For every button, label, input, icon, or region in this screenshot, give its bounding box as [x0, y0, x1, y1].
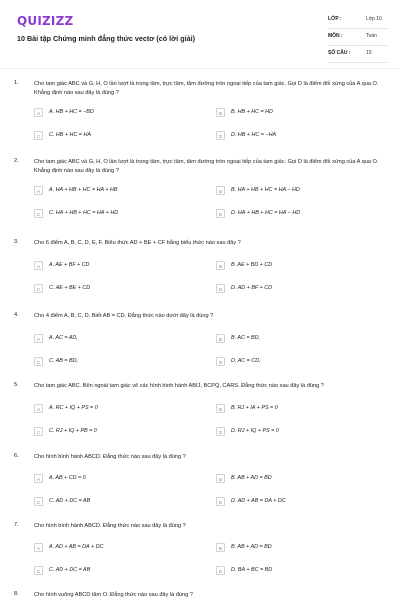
option-c[interactable] — [34, 497, 209, 509]
option-text: D. AD + BF + CD — [231, 285, 273, 291]
meta-value: 10 — [366, 50, 372, 56]
option-b[interactable] — [216, 186, 391, 198]
option-d[interactable] — [216, 209, 391, 221]
option-d[interactable] — [216, 427, 391, 439]
meta-table — [328, 14, 388, 65]
question-number: 6. — [14, 453, 19, 459]
meta-row-subject — [328, 31, 388, 46]
meta-label: MÔN : — [328, 33, 343, 39]
option-letter-box: B — [216, 404, 225, 413]
option-letter-box: D — [216, 497, 225, 506]
quizizz-logo: QUIZIZZ — [17, 14, 74, 28]
option-c[interactable] — [34, 284, 209, 296]
worksheet-title: 10 Bài tập Chứng minh đẳng thức vectơ (có lời giải) — [17, 34, 195, 43]
option-letter-box: B — [216, 474, 225, 483]
option-letter-box: C — [34, 427, 43, 436]
option-letter-box: B — [216, 334, 225, 343]
option-text: C. HB + HC = HA — [49, 132, 91, 138]
option-letter-box: D — [216, 209, 225, 218]
option-letter-box: D — [216, 284, 225, 293]
option-c[interactable] — [34, 357, 209, 369]
question-text: Cho tam giác ABC và G, H, O lần lượt là trọng tâm, trực tâm, tâm đường tròn ngoại tiếp của tam giác. Gọi D là điểm đối xứng của A qua O. Khẳng định nào sau đây là đúng ? — [34, 81, 379, 96]
option-a[interactable] — [34, 474, 209, 486]
option-letter-box: A — [34, 186, 43, 195]
option-letter-box: B — [216, 261, 225, 270]
question-text: Cho tam giác ABC và G, H, O lần lượt là trọng tâm, trực tâm, tâm đường tròn ngoại tiếp của tam giác. Gọi D là điểm đối xứng của A qua O. Khẳng định nào sau đây là đúng ? — [34, 159, 379, 174]
option-letter-box: B — [216, 108, 225, 117]
option-b[interactable] — [216, 261, 391, 273]
worksheet-header — [0, 0, 400, 64]
question-number: 5. — [14, 382, 19, 388]
option-text: B. HA + HB + HC = HA − HD — [231, 187, 300, 193]
option-text: D. AD + AB = DA + DC — [231, 498, 286, 504]
option-a[interactable] — [34, 334, 209, 346]
option-letter-box: D — [216, 427, 225, 436]
option-text: D. RJ + IQ + PS = 0 — [231, 428, 279, 434]
question-number: 1. — [14, 80, 19, 86]
meta-value: Lớp 10 — [366, 16, 382, 22]
option-letter-box: C — [34, 497, 43, 506]
option-b[interactable] — [216, 334, 391, 346]
option-text: C. AD + DC = AB — [49, 498, 91, 504]
option-letter-box: C — [34, 357, 43, 366]
option-a[interactable] — [34, 186, 209, 198]
option-text: D. BA + BC = BD — [231, 567, 273, 573]
option-text: B. AB + AD = BD — [231, 475, 272, 481]
option-text: B. HB + HC = HD — [231, 109, 273, 115]
meta-label: LỚP : — [328, 16, 342, 22]
option-a[interactable] — [34, 543, 209, 555]
option-b[interactable] — [216, 404, 391, 416]
option-letter-box: D — [216, 357, 225, 366]
question-number: 3. — [14, 239, 19, 245]
option-text: B. RJ + IA + PS = 0 — [231, 405, 278, 411]
option-letter-box: B — [216, 186, 225, 195]
option-letter-box: A — [34, 108, 43, 117]
option-b[interactable] — [216, 543, 391, 555]
option-text: C. RJ + IQ + PB = 0 — [49, 428, 97, 434]
question-text: Cho hình bình hành ABCD. Đẳng thức nào sau đây là đúng ? — [34, 523, 186, 529]
question-text: Cho hình bình hành ABCD. Đẳng thức nào sau đây là đúng ? — [34, 454, 186, 460]
question-number: 2. — [14, 158, 19, 164]
question-text: Cho hình vuông ABCD tâm O. Đẳng thức nào sau đây là đúng ? — [34, 592, 193, 598]
option-text: A. RC + IQ + PS = 0 — [49, 405, 98, 411]
option-text: C. AD + DC = AB — [49, 567, 91, 573]
question-text: Cho 6 điểm A, B, C, D, E, F. Biểu thức AD + BE + CF bằng biểu thức nào sau đây ? — [34, 240, 241, 246]
option-text: C. AB = BD, — [49, 358, 79, 364]
option-text: A. AB + CD = 0 — [49, 475, 86, 481]
option-d[interactable] — [216, 284, 391, 296]
option-a[interactable] — [34, 404, 209, 416]
option-text: A. HB + HC = −BD — [49, 109, 94, 115]
option-letter-box: C — [34, 284, 43, 293]
option-c[interactable] — [34, 131, 209, 143]
option-a[interactable] — [34, 261, 209, 273]
option-text: B. AE + BD + CD — [231, 262, 273, 268]
option-c[interactable] — [34, 427, 209, 439]
option-letter-box: C — [34, 209, 43, 218]
option-letter-box: A — [34, 261, 43, 270]
meta-value: Toán — [366, 33, 377, 39]
option-text: D. HA + HB + HC = HA − HD — [231, 210, 301, 216]
question-number: 8. — [14, 591, 19, 597]
option-text: A. HA + HB + HC = HA + HB — [49, 187, 118, 193]
meta-label: SỐ CÂU : — [328, 50, 351, 56]
option-letter-box: A — [34, 543, 43, 552]
option-d[interactable] — [216, 357, 391, 369]
question-text: Cho 4 điểm A, B, C, D. Biết AB = CD. Đẳng thức nào dưới đây là đúng ? — [34, 313, 214, 319]
option-b[interactable] — [216, 108, 391, 120]
option-c[interactable] — [34, 566, 209, 578]
option-a[interactable] — [34, 108, 209, 120]
meta-row-count — [328, 48, 388, 63]
option-d[interactable] — [216, 131, 391, 143]
option-letter-box: A — [34, 474, 43, 483]
option-text: A. AE + BF + CD — [49, 262, 90, 268]
meta-row-class — [328, 14, 388, 29]
question-number: 7. — [14, 522, 19, 528]
option-text: A. AD + AB = DA + DC — [49, 544, 104, 550]
option-letter-box: D — [216, 566, 225, 575]
option-c[interactable] — [34, 209, 209, 221]
question-text: Cho tam giác ABC. Bên ngoài tam giác vẽ các hình bình hành ABIJ, BCPQ, CARS. Đẳng thức nào sau đây là đúng ? — [34, 383, 324, 389]
option-letter-box: D — [216, 131, 225, 140]
option-text: B. AB + AD = BD — [231, 544, 272, 550]
option-letter-box: A — [34, 404, 43, 413]
option-letter-box: C — [34, 131, 43, 140]
option-b[interactable] — [216, 474, 391, 486]
question-number: 4. — [14, 312, 19, 318]
option-d[interactable] — [216, 497, 391, 509]
option-text: A. AC = AD, — [49, 335, 78, 341]
option-letter-box: C — [34, 566, 43, 575]
option-letter-box: B — [216, 543, 225, 552]
option-text: C. AE + BE + CD — [49, 285, 91, 291]
option-text: D. HB + HC = −HA — [231, 132, 277, 138]
option-text: C. HA + HB + HC = HA + HD — [49, 210, 119, 216]
header-divider — [0, 68, 400, 69]
option-text: D. AC = CD, — [231, 358, 261, 364]
option-d[interactable] — [216, 566, 391, 578]
option-text: B. AC = BD, — [231, 335, 261, 341]
option-letter-box: A — [34, 334, 43, 343]
